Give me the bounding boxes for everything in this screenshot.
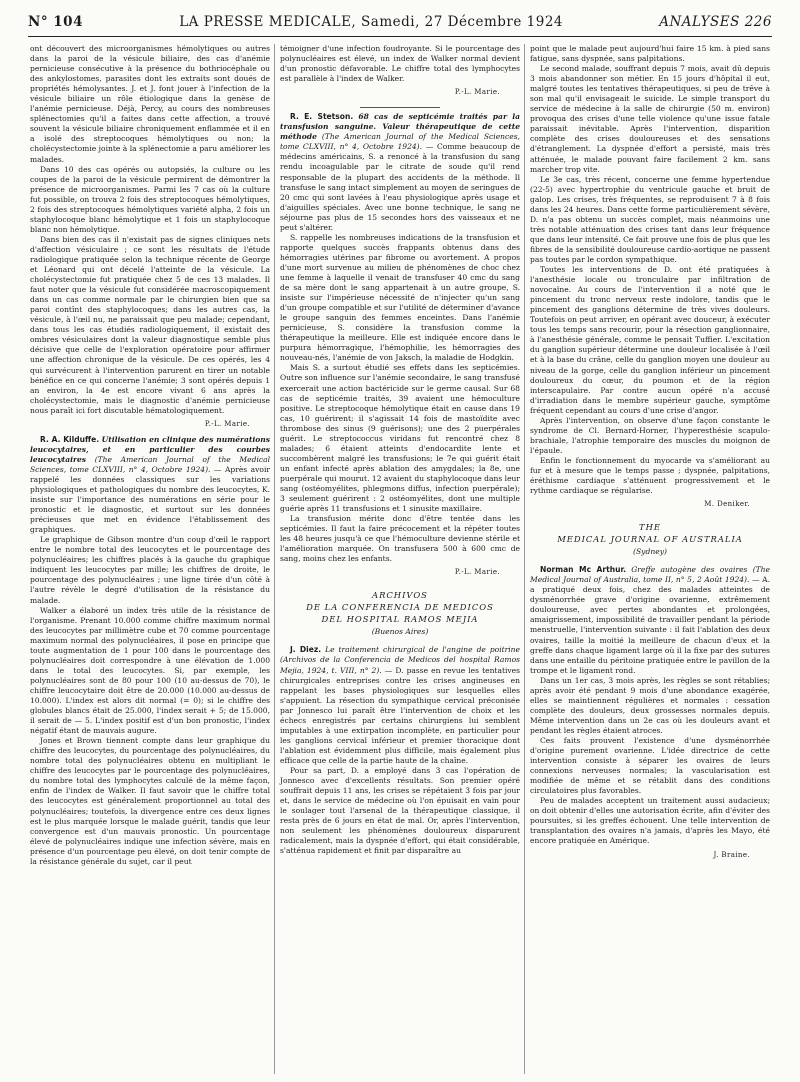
article-kilduffe [30,435,270,535]
article-reference: (The American Journal of the Medical Sciences, tome CLXVIII, n° 4, Octobre 1924). [30,454,270,474]
signature: P.-L. Marie. [204,419,250,428]
article-reference: (Archivos de la Conferencia de Medicos del hospital Ramos Mejia, 1924, t. VIII, n° 2). [280,655,520,675]
paragraph: Jones et Brown tiennent compte dans leur graphique du chiffre des leucocytes, du pourcentage des polynucléaires, du nombre total des polynucléaires obtenu en multipliant le chiffre des leucocytes par le pourcentage des polynucléaires, du nombre total des lymphocytes calculé de la même façon, enfin de l'index de Walker. Il faut savoir que le chiffre total des leucocytes est généralement proportionnel au total des polynucléaires; toutefois, la divergence entre ces deux lignes est le plus marquée lorsque le malade guérit, tandis que leur convergence est d'un mauvais pronostic. Un pourcentage élevé de polynucléaires indique une infection sévère, mais en présence d'un pourcentage peu élevé, on doit tenir compte de la résistance générale du sujet, car il peut [30,736,270,866]
paragraph: Mais S. a surtout étudié ses effets dans les septicémies. Outre son influence sur l'anémie secondaire, le sang transfusé exercerait une action bactéricide sur le germe causal. Sur 68 cas de septicémie traités, 39 avaient une hémoculture positive. Le streptocoque hémolytique était en cause dans 19 cas, 10 guérirent; il s'agissait 14 fois de mastoïdite avec thrombose des sinus (9 guérisons); une des 2 puerpérales guérit. Le streptococcus viridans fut rencontré chez 8 malades; 6 étaient atteints d'endocardite lente et succombèrent malgré les transfusions; le 7e qui guérit était un enfant infecté après ablation des amygdales; la 8e, une puerpérale qui mourut. 12 avaient du staphylocoque dans leur sang (ostéomyélites, phlegmons diffus, infection puerpérale); 3 seulement guérirent : 2 ostéomyélites, dont une multiple guérie après 11 transfusions et 1 sinusite maxillaire. [280,363,520,514]
signature: M. Deniker. [704,500,750,509]
article-text: — Comme beaucoup de médecins américains, S. a renoncé à la transfusion du sang rendu incoagulable par le citrate de soude qu'il rend responsable de la plupart des accidents de la méthode. Il transfuse le sang intact simplement au moyen de seringues de 20 cmc qui sont lavées à l'eau physiologique après usage et d'aiguilles spéciales. Avec une bonne technique, le sang ne séjourne pas plus de 15 secondes hors des vaisseaux et ne peut s'altérer. [280,142,520,232]
article-title: Greffe autogène des ovaires [631,565,748,575]
journal-city: (Sydney) [633,547,667,557]
article-title: 68 cas de septicémie traités par la transfusion sanguine. Valeur thérapeutique de cette méthode [280,112,521,142]
journal-heading-archivos [280,589,520,625]
page-header [28,14,772,36]
article-author: R. E. Stetson. [290,112,354,122]
journal-heading-australia [530,521,770,545]
column-2 [280,44,520,856]
column-divider [274,44,275,1074]
paragraph: S. rappelle les nombreuses indications de la transfusion et rapporte quelques succès frappants obtenus dans des hémorragies utérines par fibrome ou avortement. A propos d'une mort survenue au milieu de phénomènes de choc chez une femme à laquelle il venait de transfuser 40 cmc du sang de sa mère dont le sang appartenait à un autre groupe, S. insiste sur l'impérieuse nécessité de n'injecter qu'un sang d'un groupe compatible et sur l'utilité de déterminer d'avance le groupe sanguin des femmes enceintes. Dans l'anémie pernicieuse, S. considère la transfusion comme la thérapeutique la meilleure. Elle est indiquée encore dans le purpura hémorragique, l'hémophilie, les hémorragies des nouveau-nés, l'anémie de von Jaksch, la maladie de Hodgkin. [280,232,520,363]
paragraph: Dans bien des cas il n'existait pas de signes cliniques nets d'affection vésiculaire ; ce sont les résultats de l'étude radiologique pratiquée selon la technique récente de George et Léonard qui ont décelé l'atteinte de la vésicule. La cholécystectomie fut pratiquée chez 5 de ces 13 malades. Il faut noter que la vésicule fut considérée macroscopiquement dans un cas comme normale par le chirurgien bien que sa paroi contînt des staphylocoques; dans les autres cas, la vésicule, à l'œil nu, ne paraissait que peu malade; cependant, dans tous les cas étudiés radiologiquement, il existait des ombres vésiculaires dont la valeur diagnostique semble plus décisive que celle de l'exploration opératoire pour affirmer une affection chronique de la vésicule. De ces opérés, les 4 qui survécurent à l'intervention parurent en tirer un notable bénéfice en ce qui concerne l'anémie; 3 sont opérés depuis 1 an environ, la 4e est encore vivant 6 ans après la cholécystectomie, mais le diagnostic d'anémie pernicieuse nous paraît ici fort discutable hématologiquement. [30,234,270,415]
signature: J. Braine. [713,850,750,859]
article-text: — Après avoir rappelé les données classiques sur les variations physiologiques et pathologiques du nombre des leucocytes, K. insiste sur l'importance des numérations en série pour le pronostic et le diagnostic, et surtout sur les données précieuses que met en évidence l'établissement des graphiques. [30,464,270,535]
paragraph: Le 3e cas, très récent, concerne une femme hypertendue (22-5) avec hypertrophie du ventricule gauche et bruit de galop. Les crises, très fréquentes, se reproduisent 7 à 8 fois dans les 24 heures. Dans cette forme particulièrement sévère, D. n'a pas obtenu un succès complet, mais néanmoins une très notable atténuation des crises tant dans leur fréquence que dans leur intensité. Ce fait prouve une fois de plus que les fibres de la sensibilité douloureuse cardio-aortique ne passent pas toutes par le cordon sympathique. [530,174,770,264]
paragraph: Walker a élaboré un index très utile de la résistance de l'organisme. Prenant 10.000 comme chiffre maximum normal des leucocytes par millimètre cube et 70 comme pourcentage maximum normal des polynucléaires, il pose en principe que toute augmentation de 1 pour 100 dans le pourcentage des polynucléaires doit correspondre à une élévation de 1.000 dans le total des leucocytes. Si, par exemple, les polynucléaires sont de 80 pour 100 (10 au-dessus de 70), le chiffre leucocytaire doit être de 20.000 (10.000 au-dessus de 10.000). L'index est alors dit normal (= 0); si le chiffre des globules blancs était de 25.000, l'index serait + 5; de 15.000, il serait de — 5. L'index positif est d'un bon pronostic, l'index négatif étant de mauvais augure. [30,605,270,736]
article-author: Norman Mc Arthur. [540,565,626,575]
paragraph: La transfusion mérite donc d'être tentée dans les septicémies. Il faut la faire précocement et la répéter toutes les 48 heures jusqu'à ce que l'hémoculture devienne stérile et l'amélioration marquée. On transfusera 500 à 600 cmc de sang, moins chez les enfants. [280,514,520,564]
paragraph: Dans 10 des cas opérés ou autopsiés, la culture ou les coupes de la paroi de la vésicule permirent de démontrer la présence de microorganismes. Parmi les 7 cas où la culture fut possible, on trouva 2 fois des streptocoques hémolytiques, 2 fois des streptocoques hémolytiques variété alpha, 2 fois un staphylocoque blanc hémolytique et 1 fois un staphylocoque blanc non hémolytique. [30,164,270,234]
article-reference: (The American Journal of the Medical Sciences, tome CLXVIII, n° 4, Octobre 1924). [280,132,520,152]
journal-heading-line: MEDICAL JOURNAL OF AUSTRALIA [557,534,743,545]
issue-number: N° 104 [28,14,83,30]
paragraph: Le graphique de Gibson montre d'un coup d'œil le rapport entre le nombre total des leucocytes et le pourcentage des polynucléaires; les chiffres placés à la gauche du graphique indiquent les leucocytes par mille; les chiffres de droite, le pourcentage des polynucléaires ; une ligne tirée d'un côté à l'autre révèle le degré d'utilisation de la résistance du malade. [30,535,270,605]
paragraph: Toutes les interventions de D. ont été pratiquées à l'anesthésie locale ou tronculaire par infiltration de novocaïne. Au cours de l'intervention il a noté que le pincement du tronc nerveux reste indolore, tandis que le pincement des ganglions détermine de très vives douleurs. Toutefois on peut arriver, en opérant avec douceur, à exécuter tous les temps sans recourir, pour la résection ganglionnaire, à l'anesthésie générale, comme le pensait Tuffier. L'excitation du ganglion supérieur détermine une douleur localisée à l'œil et à la base du crâne, celle du ganglion moyen une douleur au niveau de la gorge, celle du ganglion inférieur un pincement douloureux du cœur, du poumon et de la région interscapulaire. Par contre aucun opéré n'a accusé d'irradiation dans le membre supérieur gauche, symptôme fréquent cependant au cours d'une crise d'angor. [530,265,770,415]
signature: P.-L. Marie. [454,568,500,577]
journal-heading-line: DE LA CONFERENCIA DE MEDICOS [306,602,494,613]
article-title: Utilisation en clinique des numérations leucocytaires, et en particulier des courbes leucocytaires [30,434,270,464]
journal-city: (Buenos Aires) [371,627,429,637]
article-text: — A. a pratiqué deux fois, chez des malades atteintes de dysménorrhée grave d'origine ovarienne, extrêmement douloureuse, avec pertes abondantes et prolongées, amaigrissement, impossibilité de travailler pendant la période menstruelle, l'intervention suivante : il fait l'ablation des deux ovaires, taille la moitié la meilleure de chacun d'eux et la greffe dans chaque ligament large où il la fixe par des sutures dans une entaille du péritoine pratiquée entre le pavillon de la trompe et le ligament rond. [530,575,770,675]
paragraph: Pour sa part, D. a employé dans 3 cas l'opération de Jonnesco avec d'excellents résultats. Son premier opéré souffrait depuis 11 ans, les crises se répétaient 3 fois par jour et, dans le service de médecine où l'on épuisait en vain pour le soulager tout l'arsenal de la thérapeutique classique, il resta près de 6 jours en état de mal. Or, après l'intervention, non seulement les phénomènes douloureux disparurent radicalement, mais la dyspnée d'effort, qui était considérable, s'atténua rapidement et finit par disparaître au [280,766,520,856]
divider [360,107,440,108]
article-mcarthur [530,565,770,676]
signature: P.-L. Marie. [454,88,500,97]
page-number: 226 [744,14,772,30]
column-1 [30,44,270,867]
article-author: R. A. Kilduffe. [40,434,100,444]
article-author: J. Diez. [290,645,322,655]
article-title: Le traitement chirurgical de l'angine de poitrine [325,645,520,655]
column-divider [524,44,525,1074]
article-stetson [280,112,520,233]
section-page [659,14,772,30]
article-text: — D. passe en revue les tentatives chirurgicales entreprises contre les crises angineuses en rappelant les bases physiologiques sur lesquelles elles s'appuient. La résection du sympathique cervical préconisée par Jonnesco lui paraît être l'intervention de choix et les échecs enregistrés par certains chirurgiens lui semblent imputables à une extirpation incomplète, en particulier pour les ganglions cervical inférieur et premier thoracique dont l'ablation est évidemment plus difficile, mais également plus efficace que celle de la partie haute de la chaîne. [280,665,521,765]
header-rule [28,36,772,37]
journal-heading-line: DEL HOSPITAL RAMOS MEJIA [321,614,479,625]
journal-title: LA PRESSE MEDICALE, Samedi, 27 Décembre 1924 [179,14,564,30]
paragraph: point que le malade peut aujourd'hui faire 15 km. à pied sans fatigue, sans dyspnée, sans palpitations. [530,44,770,64]
paragraph: ont découvert des microorganismes hémolytiques ou autres dans la paroi de la vésicule biliaire, des cas d'anémie pernicieuse consécutive à la présence du bothriocéphale ou des ankylostomes, parasites dont les extraits sont doués de propriétés hémolysantes. J. et J. font jouer à l'infection de la vésicule biliaire un rôle étiologique dans la genèse de l'anémie pernicieuse. Déjà, Percy, au cours des nombreuses splénectomies qu'il a faites dans cette affection, a trouvé souvent la vésicule biliaire chroniquement enflammée et il en a isolé des streptocoques hémolytiques ou non; la cholécystectomie jointe à la splénectomie a paru améliorer les malades. [30,44,270,164]
paragraph: Le second malade, souffrant depuis 7 mois, avait dû depuis 3 mois abandonner son métier. En 15 jours d'hôpital il eut, malgré toutes les tentatives thérapeutiques, si peu de trêve à son mal qu'il envisageait le suicide. Le simple transport du service de médecine à la salle de chirurgie (50 m. environ) provoqua des crises d'une telle violence qu'une issue fatale paraissait inévitable. Après l'intervention, disparition complète des crises douloureuses et des sensations d'étranglement. La dyspnée d'effort a persisté, mais très atténuée, le malade pouvant faire facilement 2 km. sans marcher trop vite. [530,64,770,174]
paragraph: Enfin le fonctionnement du myocarde va s'améliorant au fur et à mesure que le temps passe ; dyspnée, palpitations, éréthisme cardiaque s'atténuent progressivement et le rythme cardiaque se régularise. [530,455,770,496]
paragraph: Ces faits prouvent l'existence d'une dysménorrhée d'origine purement ovarienne. L'idée directrice de cette intervention consiste à séparer les ovaires de leurs connexions nerveuses normales; la vascularisation est modifiée de même et se rétablit dans des conditions circulatoires plus favorables. [530,736,770,796]
journal-heading-line: ARCHIVOS [372,590,428,601]
paragraph: Dans un 1er cas, 3 mois après, les règles se sont rétablies; après avoir été pendant 9 mois d'une abondance exagérée, elles se maintiennent régulières et normales : cessation complète des douleurs, deux grossesses normales depuis. Même intervention dans un 2e cas où les douleurs avant et pendant les règles étaient atroces. [530,675,770,735]
column-3 [530,44,770,866]
article-diez [280,645,520,766]
journal-heading-line: THE [638,522,661,533]
paragraph: Après l'intervention, on observe d'une façon constante le syndrome de Cl. Bernard-Horner, l'hyperesthésie scapulo-brachiale, l'atrophie temporaire des muscles du moignon de l'épaule. [530,415,770,455]
article-reference: (The Medical Journal of Australia, tome II, n° 5, 2 Août 1924). [530,565,771,585]
paragraph: témoigner d'une infection foudroyante. Si le pourcentage des polynucléaires est élevé, un index de Walker normal devient d'un pronostic défavorable. Le chiffre total des lymphocytes est parallèle à l'index de Walker. [280,44,520,84]
paragraph: Peu de malades acceptent un traitement aussi audacieux; on doit obtenir d'elles une autorisation écrite, afin d'éviter des poursuites, si les greffes échouent. Une telle intervention de transplantation des ovaires n'a jamais, d'après les Mayo, été encore pratiquée en Amérique. [530,796,770,846]
section-name: ANALYSES [659,14,740,30]
